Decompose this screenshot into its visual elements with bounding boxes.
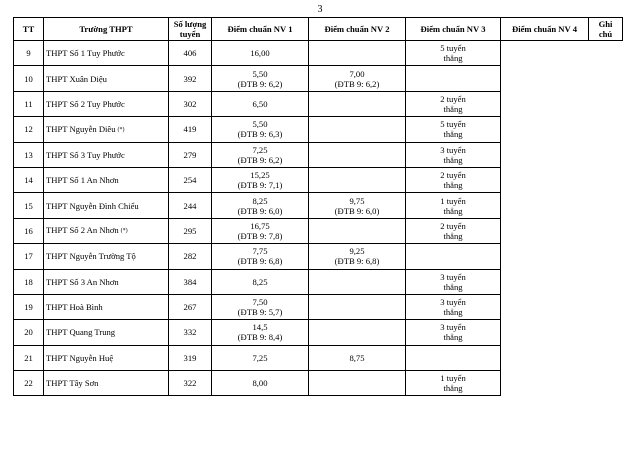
cell-note [406,294,501,319]
nv2-score: 9,25 [349,246,365,257]
header-note: Ghi chú [589,18,623,41]
cell-note [406,345,501,370]
school-name: THPT Nguyễn Trường Tộ [46,251,136,262]
cell-quota: 419 [169,117,212,142]
school-name: THPT Nguyễn Đình Chiểu [46,200,139,211]
school-name: THPT Nguyễn Diêu [46,123,116,134]
cell-tt: 9 [14,41,44,66]
nv1-score: 16,00 [250,48,270,59]
table-row [14,66,623,91]
cell-nv1 [212,269,309,294]
cell-nv2 [309,66,406,91]
table-row [14,218,623,243]
cell-nv2 [309,193,406,218]
admission-scores-table [13,17,623,396]
cell-note [406,269,501,294]
header-nv4: Điểm chuẩn NV 4 [501,18,589,41]
cell-nv2 [309,294,406,319]
school-mark: (*) [117,126,125,133]
cell-tt: 11 [14,91,44,116]
nv1-gpa: (ĐTB 9: 6,2) [237,154,283,165]
note-line1: 1 tuyển [440,373,466,384]
cell-quota: 319 [169,345,212,370]
cell-tt: 13 [14,142,44,167]
nv2-score: 9,75 [349,195,365,206]
table-body [14,41,623,396]
table-row [14,294,623,319]
header-quota-line2: tuyển [179,29,201,39]
cell-tt: 19 [14,294,44,319]
nv1-gpa: (ĐTB 9: 6,8) [237,256,283,267]
school-name: THPT Tây Sơn [46,378,99,389]
cell-nv1 [212,142,309,167]
cell-school [44,193,169,218]
nv1-gpa: (ĐTB 9: 6,2) [237,78,283,89]
header-nv3: Điểm chuẩn NV 3 [406,18,501,41]
nv2-gpa: (ĐTB 9: 6,2) [334,78,380,89]
note-line2: thẳng [443,332,463,343]
cell-nv2 [309,269,406,294]
note-line1: 1 tuyển [440,195,466,206]
header-school: Trường THPT [44,18,169,41]
cell-note [406,320,501,345]
cell-note [406,117,501,142]
school-mark: (*) [120,228,128,235]
cell-nv1 [212,66,309,91]
school-name: THPT Số 3 An Nhơn [46,276,119,287]
nv1-score: 7,25 [252,352,268,363]
note-line1: 5 tuyển [440,43,466,54]
cell-note [406,371,501,396]
cell-quota: 282 [169,244,212,269]
cell-nv2 [309,345,406,370]
cell-quota: 254 [169,167,212,192]
cell-nv1 [212,244,309,269]
note-line1: 2 tuyển [440,170,466,181]
cell-nv2 [309,218,406,243]
nv1-score: 8,25 [252,276,268,287]
school-name: THPT Nguyễn Huệ [46,352,114,363]
header-quota [169,18,212,41]
table-header-row [14,18,623,41]
cell-nv1 [212,371,309,396]
nv1-score: 14,5 [252,322,268,333]
table-row [14,371,623,396]
note-line1: 3 tuyển [440,297,466,308]
note-line2: thẳng [443,307,463,318]
table-row [14,244,623,269]
nv1-gpa: (ĐTB 9: 7,8) [237,230,283,241]
cell-tt: 21 [14,345,44,370]
nv1-score: 5,50 [252,68,268,79]
header-quota-line1: Số lượng [173,19,207,29]
cell-school [44,91,169,116]
nv1-gpa: (ĐTB 9: 5,7) [237,307,283,318]
cell-school [44,142,169,167]
note-line1: 3 tuyển [440,322,466,333]
cell-note [406,41,501,66]
school-name: THPT Số 2 An Nhơn [46,225,119,236]
school-name: THPT Xuân Diệu [46,73,107,84]
note-line2: thẳng [443,154,463,165]
cell-nv1 [212,117,309,142]
cell-quota: 302 [169,91,212,116]
cell-tt: 14 [14,167,44,192]
header-tt: TT [14,18,44,41]
cell-nv2 [309,167,406,192]
school-name: THPT Số 1 An Nhơn [46,175,119,186]
cell-quota: 332 [169,320,212,345]
table-row [14,167,623,192]
cell-school [44,41,169,66]
cell-school [44,167,169,192]
cell-note [406,193,501,218]
cell-tt: 22 [14,371,44,396]
cell-nv1 [212,294,309,319]
school-name: THPT Số 2 Tuy Phước [46,98,125,109]
cell-note [406,66,501,91]
cell-tt: 18 [14,269,44,294]
note-line1: 5 tuyển [440,119,466,130]
note-line2: thẳng [443,53,463,64]
table-row [14,91,623,116]
nv1-score: 7,25 [252,144,268,155]
nv1-score: 7,75 [252,246,268,257]
cell-school [44,218,169,243]
cell-nv2 [309,41,406,66]
note-line1: 3 tuyển [440,271,466,282]
nv2-gpa: (ĐTB 9: 6,8) [334,256,380,267]
note-line2: thẳng [443,180,463,191]
cell-school [44,371,169,396]
nv2-gpa: (ĐTB 9: 6,0) [334,205,380,216]
cell-quota: 392 [169,66,212,91]
cell-nv1 [212,91,309,116]
nv1-score: 8,25 [252,195,268,206]
nv1-score: 8,00 [252,378,268,389]
nv1-gpa: (ĐTB 9: 7,1) [237,180,283,191]
cell-nv2 [309,117,406,142]
cell-note [406,142,501,167]
cell-nv2 [309,91,406,116]
cell-school [44,244,169,269]
cell-quota: 295 [169,218,212,243]
nv1-gpa: (ĐTB 9: 8,4) [237,332,283,343]
table-row [14,320,623,345]
note-line1: 2 tuyển [440,220,466,231]
note-line2: thẳng [443,281,463,292]
cell-tt: 17 [14,244,44,269]
note-line1: 3 tuyển [440,144,466,155]
table-row [14,193,623,218]
cell-tt: 12 [14,117,44,142]
cell-tt: 10 [14,66,44,91]
cell-quota: 267 [169,294,212,319]
nv1-score: 16,75 [250,220,270,231]
table-row [14,41,623,66]
note-line2: thẳng [443,383,463,394]
cell-school [44,269,169,294]
nv1-score: 5,50 [252,119,268,130]
table-row [14,142,623,167]
cell-tt: 15 [14,193,44,218]
table-row [14,117,623,142]
cell-nv1 [212,167,309,192]
cell-quota: 279 [169,142,212,167]
cell-school [44,66,169,91]
cell-quota: 244 [169,193,212,218]
cell-quota: 406 [169,41,212,66]
cell-nv2 [309,244,406,269]
note-line2: thẳng [443,103,463,114]
school-name: THPT Quang Trung [46,327,116,338]
header-nv1: Điểm chuẩn NV 1 [212,18,309,41]
cell-quota: 322 [169,371,212,396]
nv1-score: 7,50 [252,297,268,308]
cell-school [44,294,169,319]
cell-note [406,91,501,116]
cell-school [44,117,169,142]
note-line2: thẳng [443,129,463,140]
cell-nv1 [212,218,309,243]
cell-school [44,345,169,370]
note-line1: 2 tuyển [440,93,466,104]
cell-note [406,167,501,192]
note-line2: thẳng [443,230,463,241]
note-line2: thẳng [443,205,463,216]
header-nv2: Điểm chuẩn NV 2 [309,18,406,41]
page-number: 3 [317,4,323,15]
nv1-score: 6,50 [252,98,268,109]
cell-quota: 384 [169,269,212,294]
cell-nv2 [309,371,406,396]
nv1-gpa: (ĐTB 9: 6,3) [237,129,283,140]
cell-note [406,244,501,269]
table-row [14,345,623,370]
cell-nv1 [212,320,309,345]
nv2-score: 7,00 [349,68,365,79]
cell-nv1 [212,41,309,66]
cell-nv2 [309,142,406,167]
school-name: THPT Số 1 Tuy Phước [46,48,125,59]
school-name: THPT Số 3 Tuy Phước [46,149,125,160]
cell-note [406,218,501,243]
cell-nv2 [309,320,406,345]
table-row [14,269,623,294]
cell-nv1 [212,193,309,218]
nv2-score: 8,75 [349,352,365,363]
school-name: THPT Hoà Bình [46,302,103,313]
cell-nv1 [212,345,309,370]
cell-school [44,320,169,345]
cell-tt: 16 [14,218,44,243]
nv1-score: 15,25 [250,170,270,181]
cell-tt: 20 [14,320,44,345]
nv1-gpa: (ĐTB 9: 6,0) [237,205,283,216]
